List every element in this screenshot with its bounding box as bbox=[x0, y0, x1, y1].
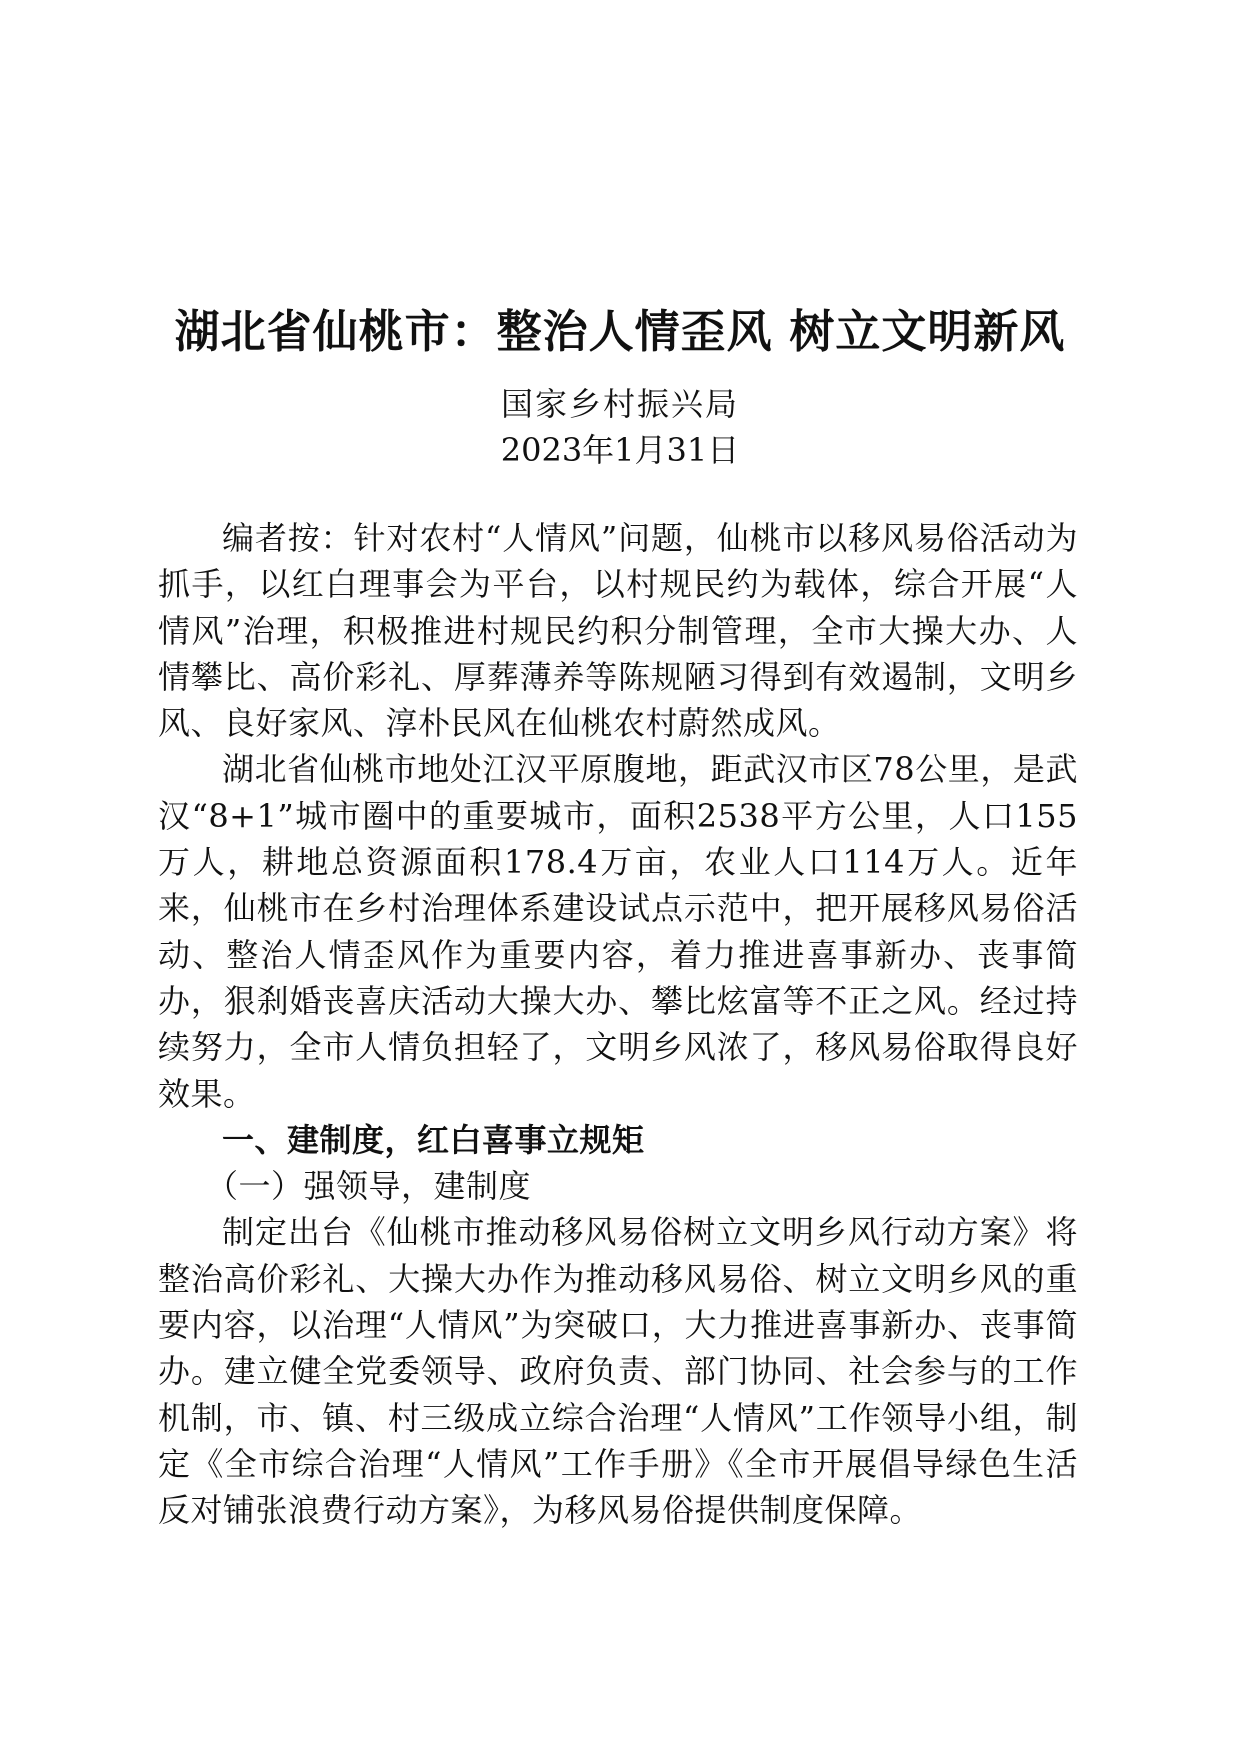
document-date: 2023年1月31日 bbox=[500, 431, 740, 469]
document-body bbox=[158, 515, 1078, 1534]
editor-note-paragraph: 编者按：针对农村“人情风”问题，仙桃市以移风易俗活动为抓手，以红白理事会为平台，以村规民约为载体，综合开展“人情风”治理，积极推进村规民约积分制管理，全市大操大办、人情攀比、高价彩礼、厚葬薄养等陈规陋习得到有效遏制，文明乡风、良好家风、淳朴民风在仙桃农村蔚然成风。 bbox=[158, 519, 1078, 743]
document-title: 湖北省仙桃市：整治人情歪风 树立文明新风 bbox=[174, 305, 1066, 358]
subsection-heading: （一）强领导，建制度 bbox=[206, 1167, 532, 1206]
document-author: 国家乡村振兴局 bbox=[500, 385, 739, 423]
subsection-paragraph: 制定出台《仙桃市推动移风易俗树立文明乡风行动方案》将整治高价彩礼、大操大办作为推动移风易俗、树立文明乡风的重要内容，以治理“人情风”为突破口，大力推进喜事新办、丧事简办。建立健全党委领导、政府负责、部门协同、社会参与的工作机制，市、镇、村三级成立综合治理“人情风”工作领导小组，制定《全市综合治理“人情风”工作手册》《全市开展倡导绿色生活反对铺张浪费行动方案》，为移风易俗提供制度保障。 bbox=[158, 1213, 1078, 1530]
intro-paragraph: 湖北省仙桃市地处江汉平原腹地，距武汉市区78公里，是武汉“8+1”城市圈中的重要城市，面积2538平方公里，人口155万人，耕地总资源面积178.4万亩，农业人口114万人。近年来，仙桃市在乡村治理体系建设试点示范中，把开展移风易俗活动、整治人情歪风作为重要内容，着力推进喜事新办、丧事简办，狠刹婚丧喜庆活动大操大办、攀比炫富等不正之风。经过持续努力，全市人情负担轻了，文明乡风浓了，移风易俗取得良好效果。 bbox=[158, 750, 1078, 1113]
section-heading: 一、建制度，红白喜事立规矩 bbox=[222, 1120, 645, 1159]
